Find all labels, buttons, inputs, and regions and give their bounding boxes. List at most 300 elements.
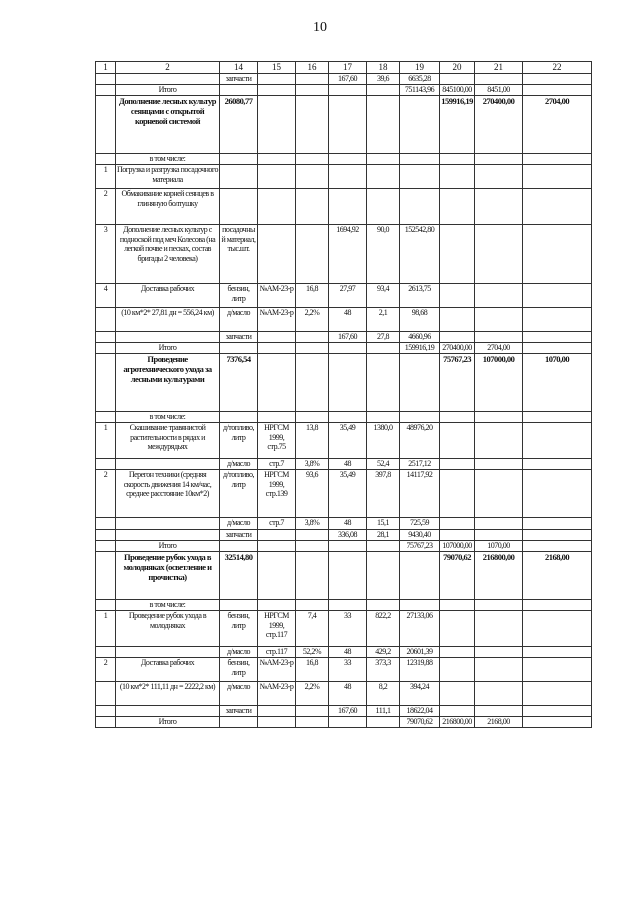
table-cell — [440, 600, 475, 611]
table-cell: 27,97 — [329, 284, 367, 308]
table-cell — [440, 530, 475, 541]
table-cell: №АМ-23-р — [258, 658, 296, 682]
table-cell: Перегон техники (средняя скорость движения 14 км/час, среднее расстояние 10км*2) — [116, 470, 220, 518]
table-cell: 48 — [329, 682, 367, 706]
table-cell: 3,8% — [296, 459, 329, 470]
table-cell: в том числе: — [116, 154, 220, 165]
table-row — [96, 96, 592, 154]
table-cell: 4 — [96, 284, 116, 308]
table-row — [96, 85, 592, 96]
table-cell: 107000,00 — [475, 354, 523, 412]
table-cell: 8451,00 — [475, 85, 523, 96]
table-cell — [475, 165, 523, 189]
table-row — [96, 74, 592, 85]
table-cell: 48 — [329, 518, 367, 530]
table-cell: 7,4 — [296, 611, 329, 647]
table-cell — [258, 412, 296, 423]
table-cell — [220, 717, 258, 728]
table-cell — [475, 423, 523, 459]
table-cell: №АМ-23-р — [258, 682, 296, 706]
table-cell — [475, 706, 523, 717]
table-cell: стр.117 — [258, 647, 296, 658]
table-cell — [329, 354, 367, 412]
table-cell — [440, 459, 475, 470]
table-cell: Проведение рубок ухода в молодняках — [116, 611, 220, 647]
table-cell — [475, 189, 523, 225]
table-cell — [296, 96, 329, 154]
table-cell: 8,2 — [367, 682, 400, 706]
table-cell: 822,2 — [367, 611, 400, 647]
table-cell: Доставка рабочих — [116, 284, 220, 308]
table-cell — [475, 658, 523, 682]
table-cell: 3 — [96, 225, 116, 284]
table-body — [96, 62, 592, 728]
table-cell: Итого — [116, 717, 220, 728]
table-cell: 28,1 — [367, 530, 400, 541]
table-cell — [523, 647, 592, 658]
table-cell: №АМ-23-р — [258, 284, 296, 308]
table-cell — [116, 74, 220, 85]
table-cell — [329, 541, 367, 552]
table-cell: НРГСМ 1999, стр.75 — [258, 423, 296, 459]
table-cell — [475, 611, 523, 647]
table-cell: 2 — [96, 470, 116, 518]
table-row — [96, 530, 592, 541]
table-row — [96, 308, 592, 332]
table-cell: 75767,23 — [400, 541, 440, 552]
table-cell — [96, 706, 116, 717]
table-cell: 27133,06 — [400, 611, 440, 647]
table-cell: 6635,28 — [400, 74, 440, 85]
table-cell: 2,2% — [296, 308, 329, 332]
table-row — [96, 332, 592, 343]
table-cell: 167,60 — [329, 332, 367, 343]
table-cell — [475, 530, 523, 541]
table-cell: 33 — [329, 658, 367, 682]
table-cell: 216800,00 — [475, 552, 523, 600]
table-cell: 2517,12 — [400, 459, 440, 470]
table-cell — [329, 717, 367, 728]
table-cell: посадочный материал, тыс.шт. — [220, 225, 258, 284]
table-cell — [475, 518, 523, 530]
table-cell — [220, 165, 258, 189]
table-cell — [400, 412, 440, 423]
table-cell: НРГСМ 1999, стр.139 — [258, 470, 296, 518]
cost-table — [95, 61, 592, 728]
table-cell: 9430,40 — [400, 530, 440, 541]
table-cell — [258, 74, 296, 85]
table-cell — [296, 354, 329, 412]
header-cell: 15 — [258, 62, 296, 74]
table-cell: 1070,00 — [475, 541, 523, 552]
table-cell — [440, 470, 475, 518]
table-cell: 48976,20 — [400, 423, 440, 459]
table-cell — [400, 165, 440, 189]
table-cell — [367, 600, 400, 611]
table-cell — [329, 154, 367, 165]
table-cell: бензин, литр — [220, 284, 258, 308]
table-cell: 93,6 — [296, 470, 329, 518]
header-cell: 20 — [440, 62, 475, 74]
table-cell: в том числе: — [116, 412, 220, 423]
table-cell: 1 — [96, 423, 116, 459]
table-cell — [258, 552, 296, 600]
table-row — [96, 412, 592, 423]
table-cell — [440, 284, 475, 308]
table-cell — [296, 717, 329, 728]
table-row — [96, 611, 592, 647]
table-cell — [96, 354, 116, 412]
table-cell — [367, 189, 400, 225]
table-cell — [96, 74, 116, 85]
table-cell — [440, 189, 475, 225]
table-row — [96, 658, 592, 682]
table-cell — [523, 470, 592, 518]
table-row — [96, 165, 592, 189]
table-cell — [367, 165, 400, 189]
table-cell: 16,8 — [296, 658, 329, 682]
table-cell — [440, 225, 475, 284]
table-row — [96, 600, 592, 611]
table-cell: Итого — [116, 541, 220, 552]
table-cell — [329, 165, 367, 189]
table-cell — [475, 308, 523, 332]
table-cell — [116, 459, 220, 470]
table-cell: 90,0 — [367, 225, 400, 284]
table-cell: 15,1 — [367, 518, 400, 530]
table-cell — [440, 74, 475, 85]
table-cell: Проведение агротехнического ухода за лесными культурами — [116, 354, 220, 412]
table-cell — [440, 332, 475, 343]
table-cell — [96, 682, 116, 706]
header-cell: 18 — [367, 62, 400, 74]
table-cell: стр.7 — [258, 459, 296, 470]
table-row — [96, 541, 592, 552]
table-cell — [367, 541, 400, 552]
table-cell — [523, 332, 592, 343]
table-cell: 35,49 — [329, 470, 367, 518]
table-cell: НРГСМ 1999, стр.117 — [258, 611, 296, 647]
table-cell — [96, 332, 116, 343]
table-cell: Итого — [116, 85, 220, 96]
table-cell — [116, 647, 220, 658]
table-cell — [523, 308, 592, 332]
table-cell: 1 — [96, 165, 116, 189]
table-cell: Дополнение лесных культур сеянцами с открытой корневой системой — [116, 96, 220, 154]
table-cell — [475, 74, 523, 85]
table-cell: Погрузка и разгрузка посадочного материала — [116, 165, 220, 189]
table-cell: 27,8 — [367, 332, 400, 343]
table-cell — [400, 154, 440, 165]
table-cell — [523, 189, 592, 225]
table-cell — [523, 706, 592, 717]
table-cell — [329, 96, 367, 154]
table-cell — [329, 85, 367, 96]
table-cell — [523, 85, 592, 96]
table-cell — [296, 154, 329, 165]
table-cell: запчасти — [220, 74, 258, 85]
table-cell: 2,2% — [296, 682, 329, 706]
table-cell — [400, 552, 440, 600]
table-cell — [523, 343, 592, 354]
table-cell — [296, 165, 329, 189]
table-cell — [475, 647, 523, 658]
table-cell — [258, 530, 296, 541]
table-cell — [220, 541, 258, 552]
table-cell — [475, 154, 523, 165]
table-cell — [523, 412, 592, 423]
table-cell: 48 — [329, 647, 367, 658]
table-cell: 429,2 — [367, 647, 400, 658]
table-cell — [296, 530, 329, 541]
table-cell: 14117,92 — [400, 470, 440, 518]
table-cell — [258, 717, 296, 728]
table-cell — [475, 600, 523, 611]
table-cell — [220, 412, 258, 423]
table-cell — [523, 518, 592, 530]
table-cell — [367, 154, 400, 165]
table-cell: 159916,19 — [400, 343, 440, 354]
table-cell — [440, 658, 475, 682]
table-cell — [296, 600, 329, 611]
table-cell: 2704,00 — [475, 343, 523, 354]
table-cell: 75767,23 — [440, 354, 475, 412]
table-cell: 39,6 — [367, 74, 400, 85]
table-cell — [367, 343, 400, 354]
table-row — [96, 717, 592, 728]
table-cell: д/масло — [220, 459, 258, 470]
table-row — [96, 354, 592, 412]
table-cell: 26080,77 — [220, 96, 258, 154]
header-cell: 16 — [296, 62, 329, 74]
table-cell — [523, 717, 592, 728]
table-cell — [440, 423, 475, 459]
table-cell: 20601,39 — [400, 647, 440, 658]
table-cell: Проведение рубок ухода в молодняках (осветление и прочистка) — [116, 552, 220, 600]
table-cell: Обмакивание корней сеянцев в глиняную болтушку — [116, 189, 220, 225]
table-cell: №АМ-23-р — [258, 308, 296, 332]
table-cell: 12319,88 — [400, 658, 440, 682]
table-cell — [329, 343, 367, 354]
table-cell — [296, 412, 329, 423]
table-cell — [475, 284, 523, 308]
header-cell: 17 — [329, 62, 367, 74]
table-cell: запчасти — [220, 332, 258, 343]
table-cell: 79070,62 — [400, 717, 440, 728]
table-row — [96, 154, 592, 165]
table-cell — [258, 343, 296, 354]
table-cell — [220, 600, 258, 611]
table-cell — [329, 412, 367, 423]
table-cell — [96, 412, 116, 423]
table-cell — [96, 343, 116, 354]
table-cell: стр.7 — [258, 518, 296, 530]
header-row — [96, 62, 592, 74]
table-cell — [523, 423, 592, 459]
table-cell: 48 — [329, 459, 367, 470]
table-cell — [440, 682, 475, 706]
header-cell: 22 — [523, 62, 592, 74]
table-cell: 725,59 — [400, 518, 440, 530]
table-cell: 13,8 — [296, 423, 329, 459]
table-cell: 152542,80 — [400, 225, 440, 284]
table-cell: запчасти — [220, 530, 258, 541]
table-cell — [440, 165, 475, 189]
table-cell: 167,60 — [329, 74, 367, 85]
table-cell: 2704,00 — [523, 96, 592, 154]
header-cell: 19 — [400, 62, 440, 74]
table-cell: 336,08 — [329, 530, 367, 541]
table-cell — [475, 682, 523, 706]
table-cell: 270400,00 — [475, 96, 523, 154]
table-row — [96, 423, 592, 459]
table-cell: 79070,62 — [440, 552, 475, 600]
table-row — [96, 225, 592, 284]
table-cell: Дополнение лесных культур с подноской под меч Колесова (на легкой почве и песках, состав бригады 2 человека) — [116, 225, 220, 284]
table-cell — [475, 332, 523, 343]
table-cell: 2,1 — [367, 308, 400, 332]
table-cell: д/масло — [220, 308, 258, 332]
table-cell: д/масло — [220, 647, 258, 658]
table-cell: 2613,75 — [400, 284, 440, 308]
table-cell — [440, 412, 475, 423]
table-cell: 48 — [329, 308, 367, 332]
table-cell: 845100,00 — [440, 85, 475, 96]
table-cell: 33 — [329, 611, 367, 647]
table-cell: 52,2% — [296, 647, 329, 658]
table-cell — [96, 600, 116, 611]
table-cell — [440, 647, 475, 658]
table-cell — [296, 85, 329, 96]
table-cell — [296, 552, 329, 600]
table-cell — [523, 459, 592, 470]
table-cell: 373,3 — [367, 658, 400, 682]
table-cell: 394,24 — [400, 682, 440, 706]
page-number: 10 — [313, 20, 327, 35]
table-cell — [367, 96, 400, 154]
table-cell — [400, 354, 440, 412]
table-cell — [329, 552, 367, 600]
table-cell — [96, 308, 116, 332]
table-cell — [258, 354, 296, 412]
table-row — [96, 459, 592, 470]
table-cell: 1380,0 — [367, 423, 400, 459]
table-cell — [258, 154, 296, 165]
table-row — [96, 706, 592, 717]
table-cell — [96, 459, 116, 470]
table-cell — [523, 284, 592, 308]
header-cell: 14 — [220, 62, 258, 74]
table-cell: 159916,19 — [440, 96, 475, 154]
table-cell: 18622,04 — [400, 706, 440, 717]
table-cell: (10 км*2* 27,81 дн = 556,24 км) — [116, 308, 220, 332]
table-cell — [258, 225, 296, 284]
table-cell: Скашивание травянистой растительности в рядах и междурядьях — [116, 423, 220, 459]
table-cell: 1070,00 — [523, 354, 592, 412]
table-cell — [116, 332, 220, 343]
table-cell: бензин, литр — [220, 611, 258, 647]
table-cell — [96, 530, 116, 541]
table-cell — [475, 225, 523, 284]
table-cell — [367, 717, 400, 728]
table-cell — [440, 611, 475, 647]
table-cell — [440, 154, 475, 165]
table-cell — [258, 706, 296, 717]
table-cell — [258, 332, 296, 343]
table-cell: 2168,00 — [523, 552, 592, 600]
table-cell — [329, 600, 367, 611]
table-row — [96, 647, 592, 658]
table-cell — [329, 189, 367, 225]
table-cell: 98,68 — [400, 308, 440, 332]
table-cell: 4660,96 — [400, 332, 440, 343]
table-cell — [220, 189, 258, 225]
table-cell — [367, 354, 400, 412]
table-cell: (10 км*2* 111,11 дн = 2222,2 км) — [116, 682, 220, 706]
table-cell — [220, 154, 258, 165]
table-cell — [400, 600, 440, 611]
table-cell — [475, 459, 523, 470]
table-cell: 397,8 — [367, 470, 400, 518]
table-cell: 93,4 — [367, 284, 400, 308]
table-cell: Доставка рабочих — [116, 658, 220, 682]
table-cell — [116, 518, 220, 530]
table-cell — [96, 647, 116, 658]
table-row — [96, 552, 592, 600]
table-cell: 270400,00 — [440, 343, 475, 354]
table-row — [96, 343, 592, 354]
table-cell — [523, 530, 592, 541]
table-cell — [96, 154, 116, 165]
table-cell — [296, 332, 329, 343]
table-cell: 16,8 — [296, 284, 329, 308]
table-cell — [440, 308, 475, 332]
table-cell: д/масло — [220, 518, 258, 530]
table-cell — [258, 85, 296, 96]
table-cell — [400, 189, 440, 225]
table-cell — [258, 189, 296, 225]
table-cell — [258, 165, 296, 189]
table-cell — [523, 541, 592, 552]
table-cell — [296, 74, 329, 85]
table-cell: в том числе: — [116, 600, 220, 611]
table-row — [96, 518, 592, 530]
table-cell: д/масло — [220, 682, 258, 706]
header-cell: 1 — [96, 62, 116, 74]
table-cell — [220, 85, 258, 96]
table-cell: 2168,00 — [475, 717, 523, 728]
table-row — [96, 682, 592, 706]
table-cell: 32514,80 — [220, 552, 258, 600]
table-cell — [296, 706, 329, 717]
table-cell — [258, 541, 296, 552]
table-cell — [220, 343, 258, 354]
table-cell: 3,8% — [296, 518, 329, 530]
table-cell — [367, 552, 400, 600]
table-cell — [96, 541, 116, 552]
table-cell — [258, 600, 296, 611]
table-cell: Итого — [116, 343, 220, 354]
table-cell: запчасти — [220, 706, 258, 717]
table-cell — [296, 225, 329, 284]
table-cell — [96, 85, 116, 96]
table-cell: 107000,00 — [440, 541, 475, 552]
table-cell — [523, 600, 592, 611]
table-cell — [400, 96, 440, 154]
table-cell — [523, 611, 592, 647]
table-cell — [367, 412, 400, 423]
table-cell: 2 — [96, 658, 116, 682]
